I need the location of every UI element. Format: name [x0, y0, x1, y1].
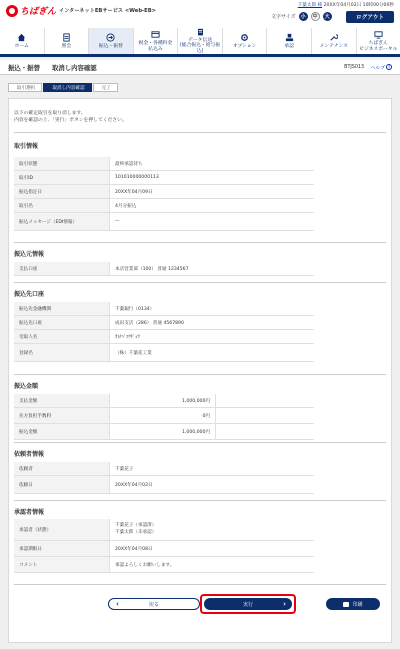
nav-maintenance[interactable] — [311, 28, 356, 54]
row-label: 振込金額 — [14, 424, 110, 439]
nav-label: ちばぎん ビジネスポータル — [359, 41, 398, 52]
row-value: 最終承認待ち — [115, 161, 143, 167]
step-indicator — [8, 83, 119, 92]
title-bar — [0, 60, 400, 75]
home-icon — [17, 33, 26, 42]
row-value: （株）千葉産工業 — [115, 350, 152, 356]
page-title: 取消し内容確認 — [51, 63, 97, 72]
intro-line-1: 以下の確定取引を取り消します。 — [14, 111, 86, 116]
nav-data[interactable] — [177, 28, 222, 54]
table-row — [14, 394, 314, 408]
nav-label: 振込・振替 — [98, 43, 123, 49]
row-label: 振込先口座 — [14, 316, 110, 329]
approver-1: 千葉花子（承認済） — [115, 523, 157, 529]
row-value: 1,000,000円 — [110, 394, 216, 407]
logo-icon — [6, 5, 18, 17]
back-button[interactable] — [108, 598, 200, 610]
back-label: 戻る — [148, 601, 159, 608]
row-value — [110, 519, 314, 540]
nav-transfer[interactable] — [88, 28, 133, 54]
divider — [14, 442, 386, 443]
row-label: 支払金額 — [14, 394, 110, 407]
document-icon — [62, 33, 71, 42]
divider — [14, 132, 386, 133]
nav-label: 承認 — [284, 43, 294, 49]
row-value: 101010000000113 — [115, 175, 159, 180]
from-table — [14, 262, 314, 276]
page-category: 振込・振替 — [8, 63, 40, 72]
row-value: 20XX年04月02日 — [115, 482, 153, 488]
row-value: 本店営業部（100） 普通 1234567 — [115, 266, 189, 272]
font-size-control — [271, 12, 332, 21]
print-button[interactable] — [326, 598, 380, 610]
font-size-label: 文字サイズ — [271, 14, 296, 20]
to-table — [14, 302, 314, 362]
requester-table — [14, 462, 314, 494]
row-value: 20XX年04月09日 — [115, 189, 153, 195]
row-value: 千葉花子 — [115, 466, 134, 472]
row-label: 取引ID — [14, 171, 110, 184]
transfer-icon — [106, 33, 115, 42]
row-value: 千葉銀行（0134） — [115, 306, 155, 312]
user-name-link[interactable]: 千葉太郎 様 — [297, 3, 323, 8]
transaction-table — [14, 157, 314, 231]
row-label: 取引名 — [14, 199, 110, 212]
nav-label: 税金・各種料金 払込み — [138, 41, 173, 52]
table-row — [14, 330, 314, 344]
amount-table — [14, 394, 314, 440]
data-icon — [196, 28, 205, 36]
font-large-button[interactable]: 大 — [324, 14, 330, 20]
section-title-from: 振込元情報 — [14, 251, 45, 258]
table-row — [14, 424, 314, 440]
printer-icon — [343, 602, 349, 607]
screen-code: BTJS013 — [344, 64, 364, 70]
divider — [14, 242, 386, 243]
table-row — [14, 157, 314, 171]
row-value: 0円 — [110, 408, 216, 423]
chevron-right-icon: › — [283, 600, 286, 608]
row-value: 20XX年04月08日 — [115, 546, 153, 552]
table-row — [14, 344, 314, 362]
main-nav — [0, 28, 400, 57]
row-label: 振込メッセージ（EDI情報） — [14, 213, 110, 230]
nav-home[interactable] — [0, 28, 44, 54]
table-row — [14, 185, 314, 199]
row-label: 振込指定日 — [14, 185, 110, 198]
intro-line-2: 内容を確認の上、「実行」ボタンを押してください。 — [14, 118, 127, 123]
question-icon: ? — [387, 64, 391, 70]
approver-table — [14, 519, 314, 573]
row-label: 承認期限日 — [14, 541, 110, 556]
approval-icon — [285, 33, 294, 42]
header — [0, 0, 400, 28]
row-value: 承認よろしくお願いします。 — [115, 562, 175, 568]
section-title-approver: 承認者情報 — [14, 509, 45, 516]
maintenance-icon — [329, 33, 338, 42]
row-value: — — [115, 219, 120, 224]
section-title-requester: 依頼者情報 — [14, 451, 45, 458]
section-title-to: 振込先口座 — [14, 291, 45, 298]
print-label: 印刷 — [352, 601, 363, 608]
logo — [6, 4, 156, 17]
service-name: インターネットEBサービス <Web-EB> — [59, 8, 157, 14]
portal-icon — [374, 30, 383, 39]
user-info — [298, 2, 394, 8]
intro-text — [14, 110, 127, 124]
row-label: 受取人名 — [14, 330, 110, 343]
section-title-transaction: 取引情報 — [14, 143, 39, 150]
execute-label: 実行 — [242, 601, 253, 608]
divider — [14, 374, 386, 375]
gear-icon — [240, 33, 249, 42]
nav-label: オプション — [232, 43, 257, 49]
step-select: 取引選択 — [8, 83, 42, 92]
table-row — [14, 519, 314, 541]
step-confirm: 取消し内容確認 — [43, 83, 91, 92]
divider — [14, 584, 386, 585]
help-label: ヘルプ — [370, 65, 385, 71]
table-row — [14, 262, 314, 276]
step-complete: 完了 — [93, 83, 118, 92]
logout-button[interactable]: ログアウト — [346, 11, 394, 23]
font-medium-button[interactable]: 中 — [312, 14, 318, 20]
row-value: 成田支店（286） 普通 4567890 — [115, 320, 184, 326]
last-login: 20XX年04月02日 10時00分00秒 — [323, 3, 394, 8]
row-label: 依頼者 — [14, 462, 110, 475]
row-label: 支払口座 — [14, 262, 110, 275]
nav-label: ホーム — [14, 43, 29, 49]
nav-option[interactable] — [222, 28, 267, 54]
table-row — [14, 541, 314, 557]
tax-icon — [151, 30, 160, 39]
table-row — [14, 302, 314, 316]
chevron-left-icon: ‹ — [116, 600, 119, 608]
nav-label: メンテナンス — [319, 43, 348, 49]
table-row — [14, 557, 314, 573]
execute-button[interactable] — [204, 598, 292, 610]
nav-inquiry[interactable] — [44, 28, 89, 54]
row-value: 1,000,000円 — [110, 424, 216, 439]
nav-label: データ伝送 (総合振込・給与振込) — [179, 38, 221, 54]
nav-approval[interactable] — [266, 28, 311, 54]
nav-label: 照会 — [61, 43, 72, 49]
row-value: ｶ)ﾁﾊﾞｺｳｷﾞｮｳ — [115, 334, 140, 340]
nav-tax[interactable] — [133, 28, 178, 54]
row-label: 登録名 — [14, 344, 110, 361]
divider — [14, 500, 386, 501]
nav-portal[interactable] — [356, 28, 400, 54]
row-value: 4月分振込 — [115, 203, 137, 209]
row-label: 依頼日 — [14, 476, 110, 493]
table-row — [14, 462, 314, 476]
table-row — [14, 213, 314, 231]
row-label: 振込先金融機関 — [14, 302, 110, 315]
table-row — [14, 408, 314, 424]
section-title-amount: 振込金額 — [14, 383, 39, 390]
row-label: 先方負担手数料 — [14, 408, 110, 423]
row-label: 承認者（状態） — [14, 519, 110, 540]
divider — [14, 282, 386, 283]
table-row — [14, 316, 314, 330]
table-row — [14, 476, 314, 494]
help-link[interactable] — [371, 64, 392, 71]
approver-2: 千葉太郎（未承認） — [115, 529, 157, 535]
logo-text: ちばぎん — [20, 7, 57, 17]
row-label: コメント — [14, 557, 110, 572]
row-label: 取引状態 — [14, 157, 110, 170]
table-row — [14, 199, 314, 213]
font-small-button[interactable]: 小 — [300, 14, 306, 20]
table-row — [14, 171, 314, 185]
